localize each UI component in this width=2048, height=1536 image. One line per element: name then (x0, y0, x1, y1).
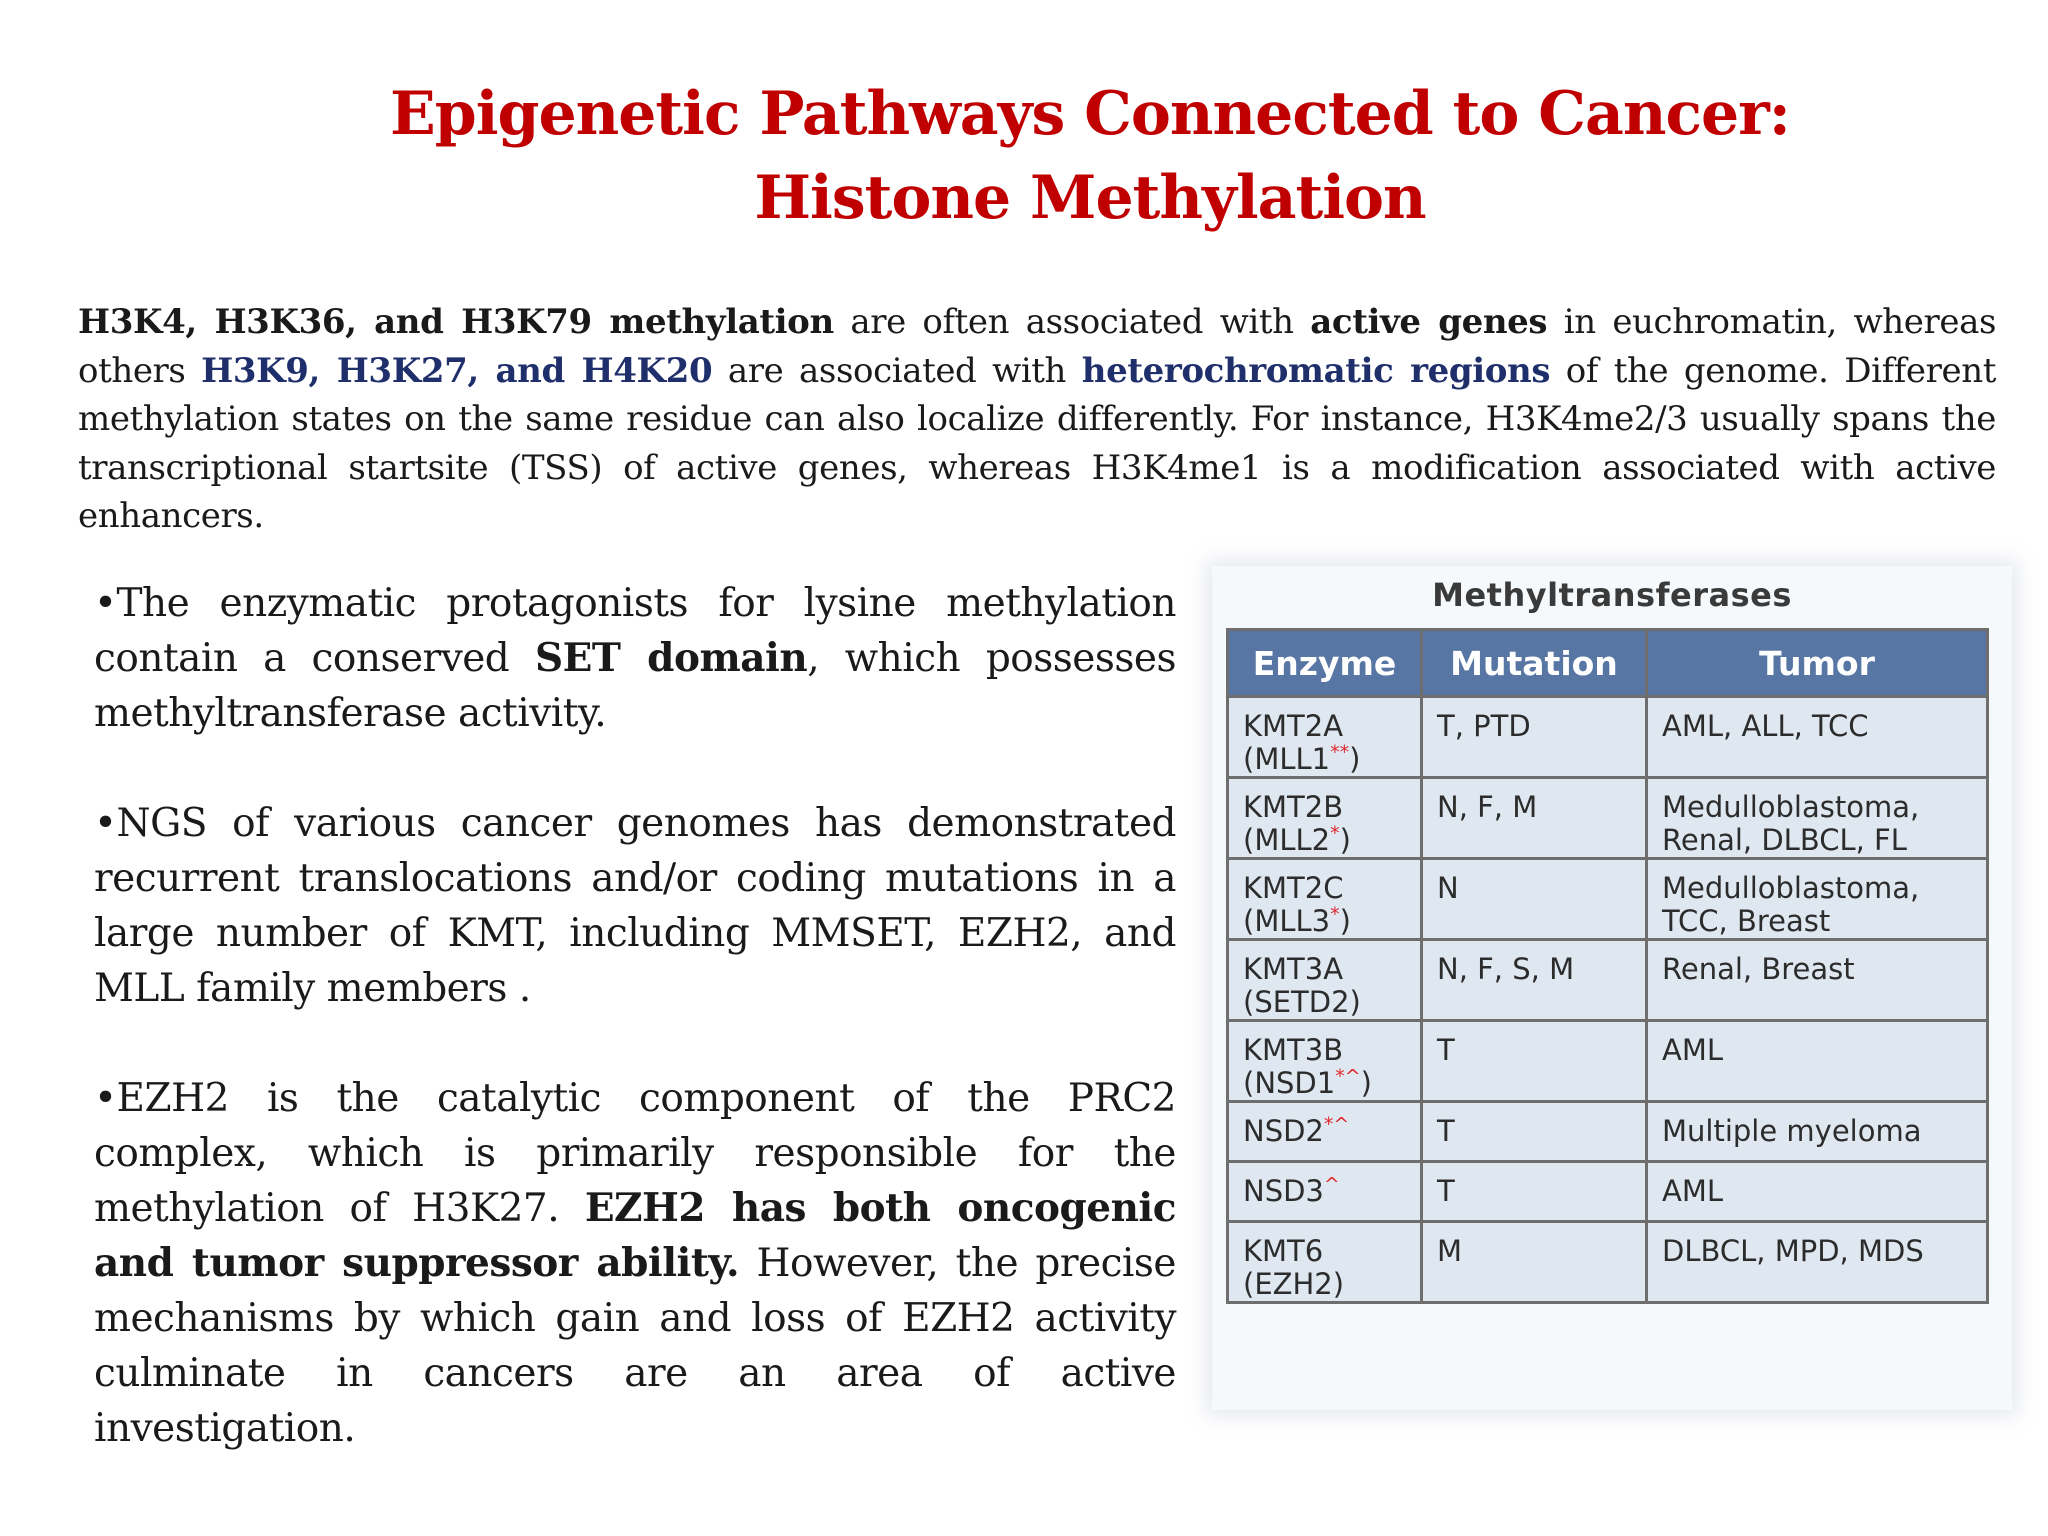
tumor-line-1: DLBCL, MPD, MDS (1662, 1234, 1924, 1268)
mutation-marker: ** (1330, 741, 1350, 764)
bullet-3-text-2: However, the precise mechanisms by which gain and loss of EZH2 activity culminate in cancers are an area of active investigation. (94, 1241, 1176, 1451)
cell-tumor (1647, 1102, 1988, 1162)
tumor-line-1: AML (1662, 1174, 1724, 1208)
table-row (1228, 697, 1988, 778)
cell-tumor (1647, 859, 1988, 940)
enzyme-name: KMT3B (1243, 1033, 1344, 1067)
enzyme-alias: (MLL3 (1243, 904, 1331, 938)
enzyme-alias: (EZH2) (1243, 1267, 1345, 1301)
intro-navy-2: heterochromatic regions (1081, 350, 1551, 391)
tumor-line-1: Medulloblastoma, (1662, 790, 1920, 824)
cell-enzyme (1228, 697, 1422, 778)
bullet-1-bold: SET domain (534, 635, 808, 681)
intro-text-1: are often associated with (833, 302, 1311, 342)
tumor-line-1: AML, ALL, TCC (1662, 709, 1869, 743)
enzyme-alias: (MLL1 (1243, 742, 1331, 776)
enzyme-alias-close: ) (1339, 904, 1351, 938)
bullet-1-text-2: , which possesses methyltransferase activity. (94, 636, 1177, 736)
table-header-row (1228, 630, 1988, 697)
table-row (1228, 778, 1988, 859)
title-line-1: Epigenetic Pathways Connected to Cancer: (390, 79, 1790, 149)
enzyme-name: KMT2B (1243, 790, 1344, 824)
cell-enzyme (1228, 940, 1422, 1021)
header-tumor: Tumor (1647, 630, 1988, 697)
enzyme-alias: (MLL2 (1243, 823, 1331, 857)
header-enzyme: Enzyme (1228, 630, 1422, 697)
enzyme-name: NSD2 (1243, 1114, 1324, 1148)
methyltransferases-table (1226, 628, 1989, 1304)
table-row (1228, 940, 1988, 1021)
bullet-3-bold: EZH2 has both oncogenic and tumor suppressor ability. (94, 1185, 1176, 1286)
enzyme-name: KMT2C (1243, 871, 1344, 905)
mutation-marker: ^ (1323, 1173, 1340, 1196)
enzyme-name: KMT2A (1243, 709, 1344, 743)
tumor-line-2: Renal, DLBCL, FL (1662, 823, 1907, 857)
table-row (1228, 1021, 1988, 1102)
table-row (1228, 1162, 1988, 1222)
table-row (1228, 859, 1988, 940)
enzyme-alias: (SETD2) (1243, 985, 1361, 1019)
cell-tumor (1647, 697, 1988, 778)
enzyme-alias-close: ) (1349, 742, 1361, 776)
slide-title (300, 72, 1880, 240)
bullet-2 (94, 796, 1176, 1016)
title-line-2: Histone Methylation (754, 163, 1426, 233)
intro-bold-2: active genes (1310, 302, 1548, 342)
cell-mutation: T (1422, 1102, 1647, 1162)
table-row (1228, 1222, 1988, 1303)
mutation-marker: *^ (1335, 1065, 1361, 1088)
cell-enzyme (1228, 1021, 1422, 1102)
table-row (1228, 1102, 1988, 1162)
cell-mutation: T, PTD (1422, 697, 1647, 778)
table-body (1228, 697, 1988, 1303)
mutation-marker: * (1330, 903, 1340, 926)
intro-text-3: are associated with (712, 350, 1082, 391)
enzyme-alias-close: ) (1339, 823, 1351, 857)
bullet-3 (94, 1071, 1176, 1456)
mutation-marker: *^ (1323, 1113, 1350, 1136)
enzyme-name: NSD3 (1243, 1174, 1324, 1208)
methyltransferases-figure (1212, 566, 2012, 1410)
intro-bold-1: H3K4, H3K36, and H3K79 methylation (78, 302, 834, 342)
intro-text-4: of the genome. Different methylation states on the same residue can also localize differently. For instance, H3K4me2/3 usually spans the transcriptional startsite (TSS) of active genes, whereas H3K4me1 is a modification associated with active enhancers. (78, 350, 1996, 536)
tumor-line-1: Medulloblastoma, (1662, 871, 1920, 905)
cell-mutation: N, F, S, M (1422, 940, 1647, 1021)
intro-navy-1: H3K9, H3K27, and H4K20 (201, 350, 713, 391)
cell-mutation: N, F, M (1422, 778, 1647, 859)
tumor-line-1: AML (1662, 1033, 1724, 1067)
cell-enzyme (1228, 778, 1422, 859)
cell-mutation: T (1422, 1162, 1647, 1222)
bullet-1 (94, 576, 1176, 741)
table-caption: Methyltransferases (1432, 576, 1792, 614)
intro-text-2: in euchromatin, whereas others (78, 302, 1996, 391)
mutation-marker: * (1330, 822, 1340, 845)
bullet-2-text: •NGS of various cancer genomes has demonstrated recurrent translocations and/or coding mutations in a large number of KMT, including MMSET, EZH2, and MLL family members . (94, 801, 1176, 1011)
bullet-3-text-1: •EZH2 is the catalytic component of the PRC2 complex, which is primarily responsible for the methylation of H3K27. (94, 1076, 1176, 1231)
bullet-list (94, 576, 1176, 1456)
cell-tumor (1647, 940, 1988, 1021)
cell-tumor (1647, 1222, 1988, 1303)
enzyme-alias-close: ) (1360, 1066, 1372, 1100)
tumor-line-1: Renal, Breast (1662, 952, 1855, 986)
cell-tumor (1647, 1021, 1988, 1102)
bullet-1-text-1: •The enzymatic protagonists for lysine methylation contain a conserved (94, 581, 1176, 681)
cell-tumor (1647, 778, 1988, 859)
enzyme-alias: (NSD1 (1243, 1066, 1336, 1100)
header-mutation: Mutation (1422, 630, 1647, 697)
cell-enzyme (1228, 1222, 1422, 1303)
enzyme-name: KMT6 (1243, 1234, 1324, 1268)
intro-paragraph (78, 298, 1996, 541)
cell-mutation: T (1422, 1021, 1647, 1102)
cell-mutation: M (1422, 1222, 1647, 1303)
cell-enzyme (1228, 1102, 1422, 1162)
enzyme-name: KMT3A (1243, 952, 1344, 986)
tumor-line-2: TCC, Breast (1662, 904, 1831, 938)
tumor-line-1: Multiple myeloma (1662, 1114, 1922, 1148)
cell-mutation: N (1422, 859, 1647, 940)
cell-tumor (1647, 1162, 1988, 1222)
cell-enzyme (1228, 1162, 1422, 1222)
cell-enzyme (1228, 859, 1422, 940)
